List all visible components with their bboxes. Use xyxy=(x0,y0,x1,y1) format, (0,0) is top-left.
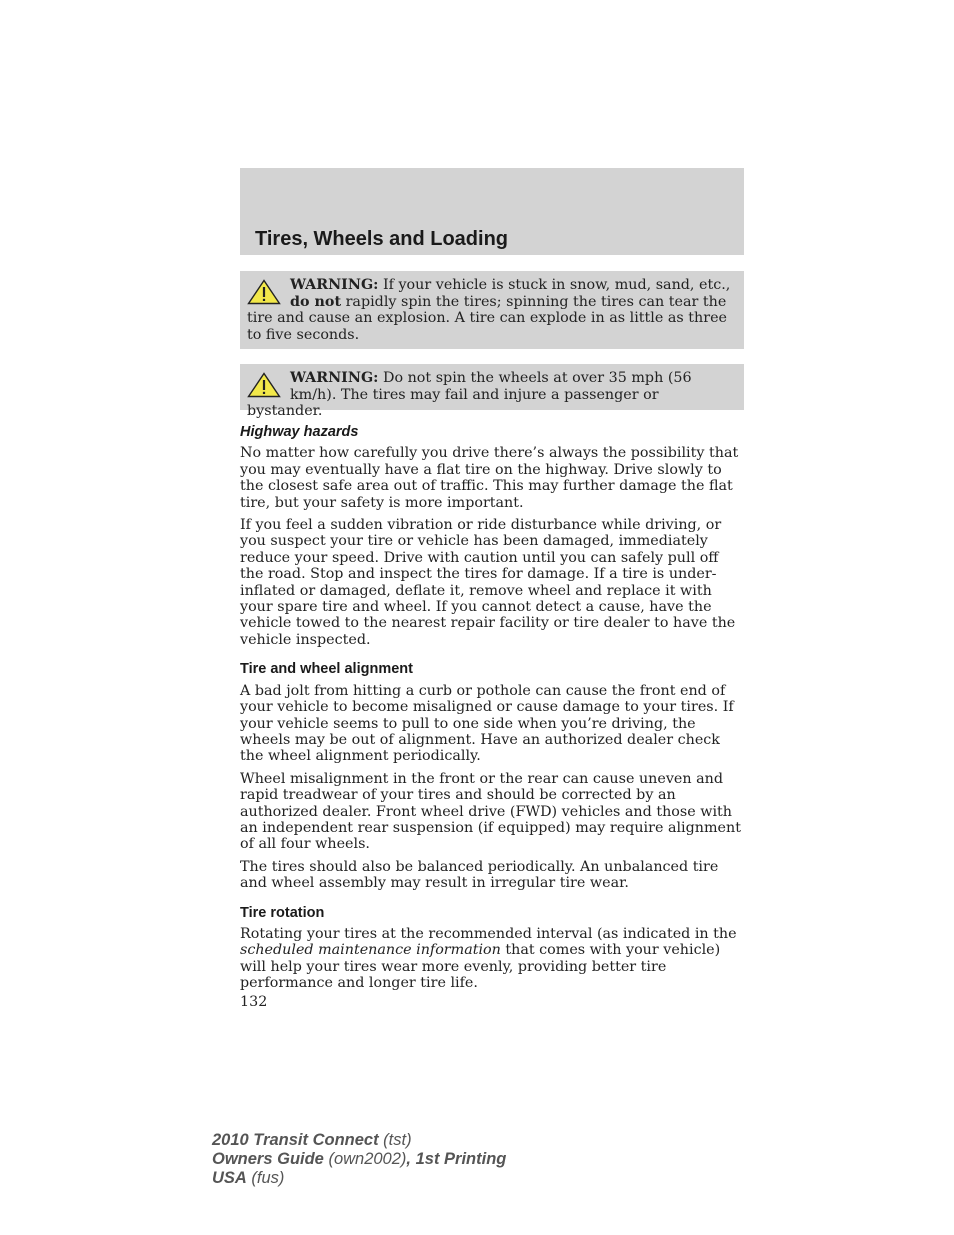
section-header-band xyxy=(240,168,744,255)
paragraph: No matter how carefully you drive there’s always the possibility that you may eventually have a flat tire on the highway. Drive slowly to the closest safe area out of traffic. This may further damage the flat tire, but your safety is more important. xyxy=(240,445,739,511)
warning-triangle-icon xyxy=(247,372,281,398)
paragraph: Wheel misalignment in the front or the rear can cause uneven and rapid treadwear of your tires and should be corrected by an authorized dealer. Front wheel drive (FWD) vehicles and those with an independent rear suspension (if equipped) may require alignment of all four wheels. xyxy=(240,770,741,853)
heading-tire-wheel-alignment: Tire and wheel alignment xyxy=(240,661,413,678)
page-number: 132 xyxy=(240,993,268,1010)
warning-label: WARNING: xyxy=(290,277,379,293)
paragraph: Rotating your tires at the recommended interval (as indicated in the scheduled maintenance information that comes with your vehicle) will help your tires wear more evenly, providing better tire performance and longer tire life. xyxy=(240,925,737,992)
warning-triangle-icon xyxy=(247,279,281,305)
maintenance-info-reference: scheduled maintenance information xyxy=(240,942,501,959)
warning-text: rapidly spin the tires; spinning the tires can tear the tire and cause an explosion. A tire can explode in as little as three to five seconds. xyxy=(247,293,727,343)
page-title: Tires, Wheels and Loading xyxy=(255,228,509,250)
document-footer: 2010 Transit Connect (tst) Owners Guide (own2002), 1st Printing USA (fus) xyxy=(212,1131,507,1187)
warning-text: Do not spin the wheels at over 35 mph (56 km/h). The tires may fail and injure a passenger or bystander. xyxy=(247,370,692,419)
warning-box-spin-stuck xyxy=(240,271,744,349)
heading-tire-rotation: Tire rotation xyxy=(240,904,325,921)
warning-text: If your vehicle is stuck in snow, mud, sand, etc., xyxy=(378,277,731,293)
paragraph: A bad jolt from hitting a curb or pothole can cause the front end of your vehicle to become misaligned or cause damage to your tires. If your vehicle seems to pull to one side when you’re driving, the wheels may be out of alignment. Have an authorized dealer check the wheel alignment periodically. xyxy=(240,682,734,765)
paragraph: The tires should also be balanced periodically. An unbalanced tire and wheel assembly may result in irregular tire wear. xyxy=(240,858,719,892)
warning-label: WARNING: xyxy=(290,370,379,386)
heading-highway-hazards: Highway hazards xyxy=(240,424,359,440)
warning-emphasis: do not xyxy=(290,293,342,310)
warning-box-spin-speed xyxy=(240,364,744,419)
main-content xyxy=(240,424,744,1010)
paragraph: If you feel a sudden vibration or ride disturbance while driving, or you suspect your tire or vehicle has been damaged, immediately reduce your speed. Drive with caution until you can safely pull off the road. Stop and inspect the tires for damage. If a tire is under-inflated or damaged, deflate it, remove wheel and replace it with your spare tire and wheel. If you cannot detect a cause, have the vehicle towed to the nearest repair facility or tire dealer to have the vehicle inspected. xyxy=(240,517,736,648)
